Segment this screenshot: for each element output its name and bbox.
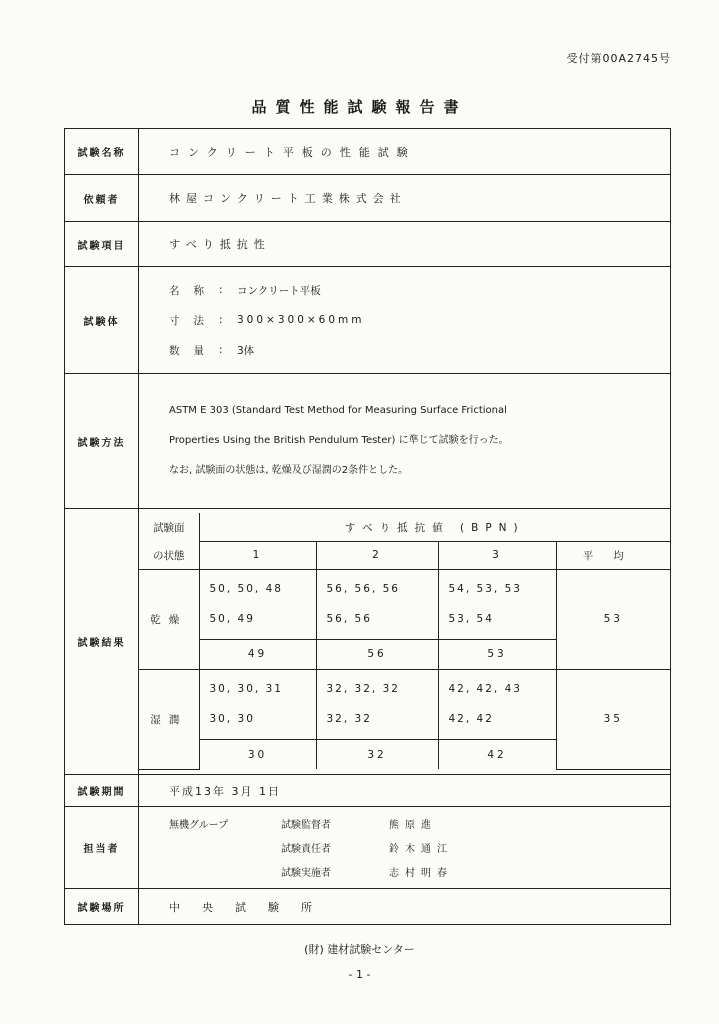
test-item-value: すべり抵抗性 [139,222,671,267]
wet-c3-r2: 42, 42 [448,713,494,726]
row-method [65,374,671,509]
specimen-details [139,267,671,374]
dry-c2-mean: 56 [316,639,438,669]
personnel-supervisor [169,812,670,836]
row-client [65,175,671,222]
page-number: - 1 - [348,968,371,981]
wet-c3-r1: 42, 42, 43 [448,683,522,696]
dry-c3-r2: 53, 54 [448,613,494,626]
method-line-2: Properties Using the British Pendulum Tester) に準じて試験を行った。 [169,435,509,446]
condition-header-1: 試験面 [139,513,199,541]
wet-c2-r2: 32, 32 [326,713,372,726]
test-item-label: 試験項目 [65,222,139,267]
wet-c1-r2: 30, 30 [209,713,255,726]
method-line-1: ASTM E 303 (Standard Test Method for Measuring Surface Frictional [169,405,507,416]
wet-condition: 湿潤 [139,669,199,769]
dry-c2-readings [316,569,438,639]
wet-average: 35 [556,669,670,769]
results-label: 試験結果 [65,509,139,775]
location-label: 試験場所 [65,889,139,925]
condition-header-2: の状態 [139,541,199,569]
method-line-3: なお, 試験面の状態は, 乾燥及び湿潤の2条件とした。 [169,465,409,476]
col-header-avg: 平均 [556,541,670,569]
dry-c3-readings [438,569,556,639]
row-specimen [65,267,671,374]
wet-c1-mean: 30 [199,739,316,769]
bpn-header: すべり抵抗値 (BPN) [199,513,670,541]
wet-c2-mean: 32 [316,739,438,769]
report-title: 品質性能試験報告書 [251,98,468,116]
dry-c1-r1: 50, 50, 48 [209,583,283,596]
dry-c3-r1: 54, 53, 53 [448,583,522,596]
specimen-size-line: 寸法 : 300×300×60mm [169,314,365,327]
specimen-label: 試験体 [65,267,139,374]
personnel-manager [169,836,670,860]
client-value: 林屋コンクリート工業株式会社 [139,175,671,222]
dry-condition: 乾燥 [139,569,199,669]
client-label: 依頼者 [65,175,139,222]
specimen-qty-value: 3体 [237,344,255,357]
specimen-name-key: 名称 [169,284,218,297]
specimen-size-key: 寸法 [169,314,218,327]
row-test-name [65,129,671,175]
supervisor-title: 試験監督者 [281,820,331,831]
executor-name: 志村明春 [389,868,453,879]
test-name-label: 試験名称 [65,129,139,175]
dry-c3-mean: 53 [438,639,556,669]
wet-c2-r1: 32, 32, 32 [326,683,400,696]
wet-c2-readings [316,669,438,739]
personnel-executor [169,860,670,884]
issuer-footer: (財) 建材試験センター [304,943,415,956]
period-value: 平成13年 3月 1日 [139,775,671,807]
method-text [139,374,671,509]
specimen-size-value: 300×300×60mm [237,314,365,326]
dry-c1-mean: 49 [199,639,316,669]
dry-c2-r1: 56, 56, 56 [326,583,400,596]
specimen-qty-line: 数量 : 3体 [169,344,255,357]
personnel-label: 担当者 [65,807,139,889]
test-name-value: コンクリート平板の性能試験 [139,129,671,175]
results-table [139,513,670,770]
specimen-name-value: コンクリート平板 [237,284,321,297]
manager-name: 鈴木通江 [389,844,453,855]
executor-title: 試験実施者 [281,868,331,879]
report-table [64,128,671,925]
location-value: 中央試験所 [139,889,671,925]
personnel-details [139,807,671,889]
wet-c3-readings [438,669,556,739]
manager-title: 試験責任者 [281,844,331,855]
specimen-qty-key: 数量 [169,344,218,357]
method-label: 試験方法 [65,374,139,509]
personnel-group: 無機グループ [169,820,229,831]
supervisor-name: 熊原進 [389,820,437,831]
row-location [65,889,671,925]
row-test-item [65,222,671,267]
reference-number: 受付第00A2745号 [566,52,671,65]
dry-c1-readings [199,569,316,639]
wet-c1-r1: 30, 30, 31 [209,683,283,696]
col-header-2: 2 [316,541,438,569]
specimen-name-line: 名称 : コンクリート平板 [169,284,321,297]
row-personnel [65,807,671,889]
wet-c1-readings [199,669,316,739]
row-results [65,509,671,775]
col-header-3: 3 [438,541,556,569]
dry-average: 53 [556,569,670,669]
row-period [65,775,671,807]
results-cell [139,509,671,775]
col-header-1: 1 [199,541,316,569]
wet-c3-mean: 42 [438,739,556,769]
dry-c1-r2: 50, 49 [209,613,255,626]
period-label: 試験期間 [65,775,139,807]
dry-c2-r2: 56, 56 [326,613,372,626]
